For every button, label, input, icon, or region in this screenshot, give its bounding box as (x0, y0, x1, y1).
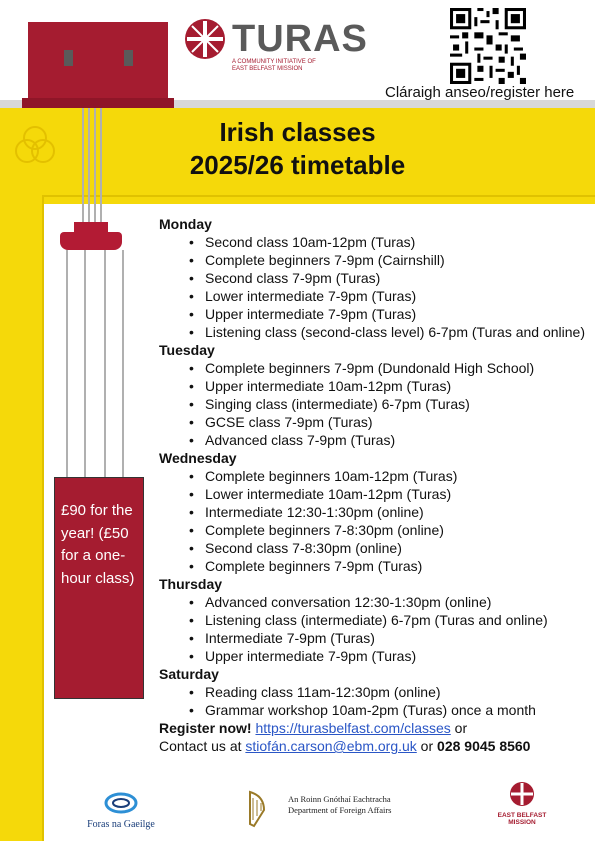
hanging-cable (122, 250, 124, 478)
list-item: • Lower intermediate 10am-12pm (Turas) (159, 485, 589, 503)
beam-edge (42, 195, 595, 197)
class-list (159, 683, 589, 719)
list-item: • Listening class (second-class level) 6-7pm (Turas and online) (159, 323, 589, 341)
crane-hook (60, 232, 122, 250)
list-item: • Grammar workshop 10am-2pm (Turas) once a month (159, 701, 589, 719)
list-item: • Complete beginners 7-8:30pm (online) (159, 521, 589, 539)
dfa-line: An Roinn Gnóthaí Eachtracha (288, 794, 391, 804)
class-list (159, 467, 589, 575)
list-item: • Intermediate 12:30-1:30pm (online) (159, 503, 589, 521)
list-item: • Upper intermediate 10am-12pm (Turas) (159, 377, 589, 395)
list-item: • Complete beginners 7-9pm (Cairnshill) (159, 251, 589, 269)
ebm-label (492, 812, 552, 826)
list-item: • Advanced class 7-9pm (Turas) (159, 431, 589, 449)
harp-icon (246, 790, 268, 828)
list-item: • Second class 7-8:30pm (online) (159, 539, 589, 557)
logo-sub-line: A COMMUNITY INITIATIVE OF (232, 59, 316, 65)
turas-logo-icon (184, 18, 226, 60)
register-line (159, 719, 589, 737)
crane-leg (0, 104, 42, 841)
class-list (159, 593, 589, 665)
list-item: • Upper intermediate 7-9pm (Turas) (159, 305, 589, 323)
day-heading: Monday (159, 216, 212, 232)
foras-swirl-icon (104, 792, 138, 814)
page-title (0, 116, 595, 182)
list-item: • Complete beginners 7-9pm (Dundonald High School) (159, 359, 589, 377)
phone-number: 028 9045 8560 (437, 738, 531, 754)
cab-window (64, 50, 73, 66)
or-text: or (416, 738, 438, 754)
list-item: • Advanced conversation 12:30-1:30pm (online) (159, 593, 589, 611)
day-heading: Thursday (159, 576, 223, 592)
dfa-line: Department of Foreign Affairs (288, 805, 392, 815)
east-belfast-mission-logo (492, 781, 552, 826)
ebm-line: EAST BELFAST (497, 812, 547, 819)
turas-logo-subtitle (232, 59, 316, 73)
ebm-line: MISSION (508, 819, 536, 826)
list-item: • Intermediate 7-9pm (Turas) (159, 629, 589, 647)
register-here-label: Cláraigh anseo/register here (385, 84, 575, 101)
price-box (54, 477, 144, 699)
leg-edge (42, 195, 44, 841)
list-item: • Second class 7-9pm (Turas) (159, 269, 589, 287)
contact-prefix: Contact us at (159, 738, 246, 754)
title-line: 2025/26 timetable (189, 150, 406, 180)
list-item: • Complete beginners 10am-12pm (Turas) (159, 467, 589, 485)
cab-window (124, 50, 133, 66)
list-item: • Second class 10am-12pm (Turas) (159, 233, 589, 251)
hanging-cable (104, 250, 106, 478)
list-item: • Complete beginners 7-9pm (Turas) (159, 557, 589, 575)
qr-code-icon[interactable] (450, 8, 526, 84)
contact-line (159, 737, 589, 755)
day-heading: Saturday (159, 666, 219, 682)
list-item: • Lower intermediate 7-9pm (Turas) (159, 287, 589, 305)
crane-cab (28, 22, 168, 104)
class-list (159, 233, 589, 341)
day-heading: Wednesday (159, 450, 237, 466)
register-now-label: Register now! (159, 720, 252, 736)
register-link[interactable]: https://turasbelfast.com/classes (255, 720, 451, 736)
title-line: Irish classes (219, 117, 376, 147)
logo-sub-line: EAST BELFAST MISSION (232, 66, 303, 72)
timetable (159, 215, 589, 755)
price-text: £90 for the year! (£50 for a one-hour class) (61, 502, 135, 587)
hanging-cable (84, 250, 86, 478)
foras-na-gaeilge-logo (76, 792, 166, 830)
ebm-cross-icon (509, 781, 535, 807)
list-item: • Listening class (intermediate) 6-7pm (Turas and online) (159, 611, 589, 629)
list-item: • Reading class 11am-12:30pm (online) (159, 683, 589, 701)
email-link[interactable]: stiofán.carson@ebm.org.uk (245, 738, 417, 754)
list-item: • Singing class (intermediate) 6-7pm (Turas) (159, 395, 589, 413)
turas-logo-text: TURAS (232, 18, 368, 60)
class-list (159, 359, 589, 449)
foras-label: Foras na Gaeilge (87, 819, 155, 830)
dfa-logo-text (288, 794, 391, 816)
day-heading: Tuesday (159, 342, 215, 358)
hanging-cable (66, 250, 68, 478)
or-text: or (450, 720, 468, 736)
list-item: • Upper intermediate 7-9pm (Turas) (159, 647, 589, 665)
crane-cab-base (22, 98, 174, 108)
list-item: • GCSE class 7-9pm (Turas) (159, 413, 589, 431)
